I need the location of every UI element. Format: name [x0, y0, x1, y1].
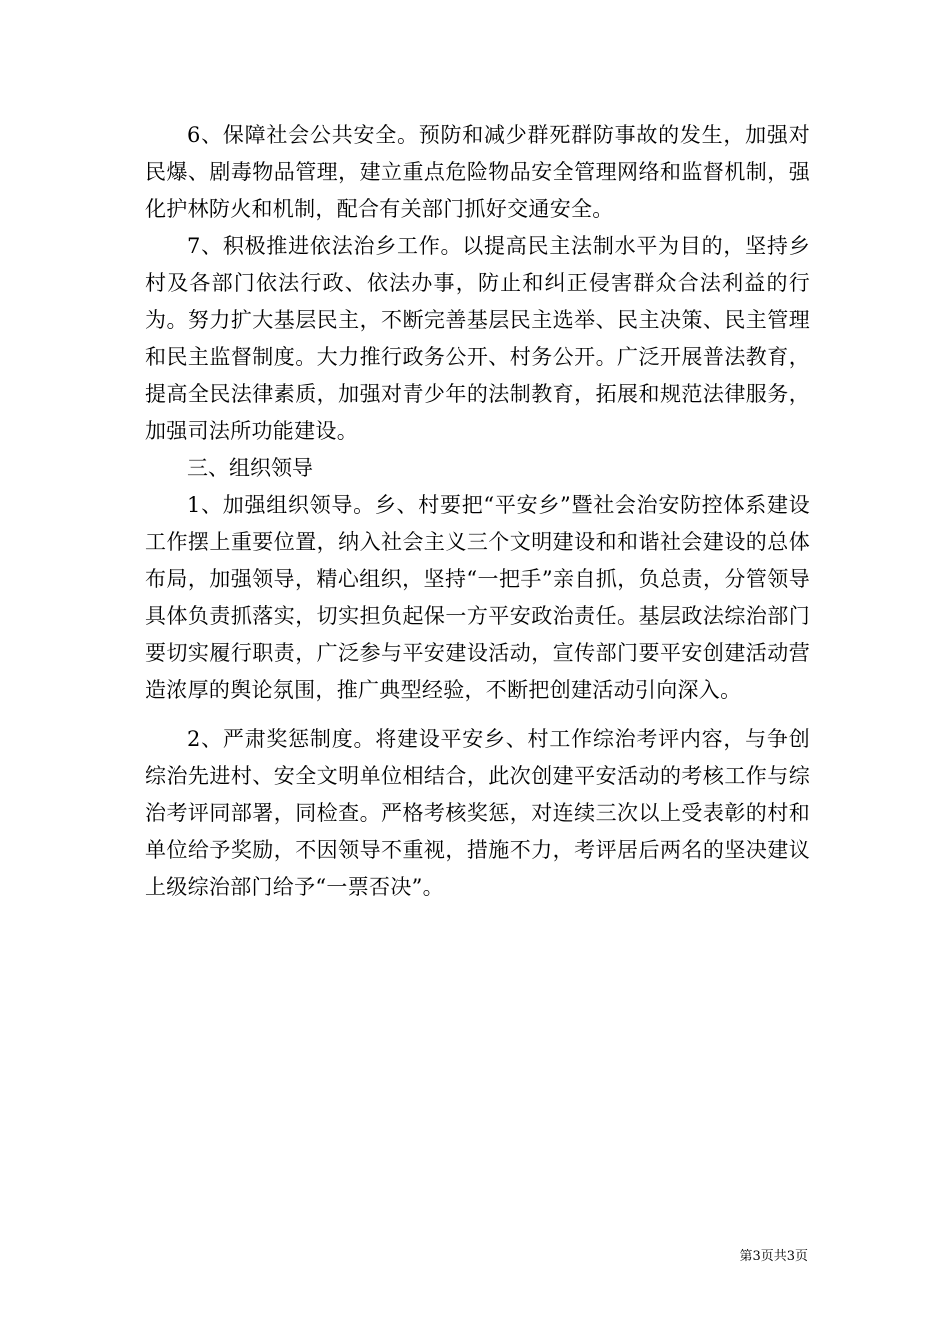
section-heading: 三、组织领导 — [187, 456, 313, 480]
paragraph-item-7: 7、积极推进依法治乡工作。以提高民主法制水平为目的，坚持乡村及各部门依法行政、依法办事，防止和纠正侵害群众合法利益的行为。努力扩大基层民主，不断完善基层民主选举、民主决策、民主管理和民主监督制度。大力推行政务公开、村务公开。广泛开展普法教育，提高全民法律素质，加强对青少年的法制教育，拓展和规范法律服务，加强司法所功能建设。 — [145, 234, 810, 443]
page-number: 第3页共3页 — [739, 1249, 808, 1264]
paragraph-organization-leadership: 1、加强组织领导。乡、村要把“平安乡”暨社会治安防控体系建设工作摆上重要位置，纳入社会主义三个文明建设和和谐社会建设的总体布局，加强领导，精心组织，坚持“一把手”亲自抓，负总责，分管领导具体负责抓落实，切实担负起保一方平安政治责任。基层政法综治部门要切实履行职责，广泛参与平安建设活动，宣传部门要平安创建活动营造浓厚的舆论氛围，推广典型经验，不断把创建活动引向深入。 — [145, 493, 810, 702]
paragraph-reward-punishment: 2、严肃奖惩制度。将建设平安乡、村工作综治考评内容，与争创综治先进村、安全文明单位相结合，此次创建平安活动的考核工作与综治考评同部署，同检查。严格考核奖惩，对连续三次以上受表彰的村和单位给予奖励，不因领导不重视，措施不力，考评居后两名的坚决建议上级综治部门给予“一票否决”。 — [145, 727, 810, 899]
document-body — [145, 117, 810, 906]
paragraph-item-6: 6、保障社会公共安全。预防和减少群死群防事故的发生，加强对民爆、剧毒物品管理，建立重点危险物品安全管理网络和监督机制，强化护林防火和机制，配合有关部门抓好交通安全。 — [145, 123, 810, 221]
